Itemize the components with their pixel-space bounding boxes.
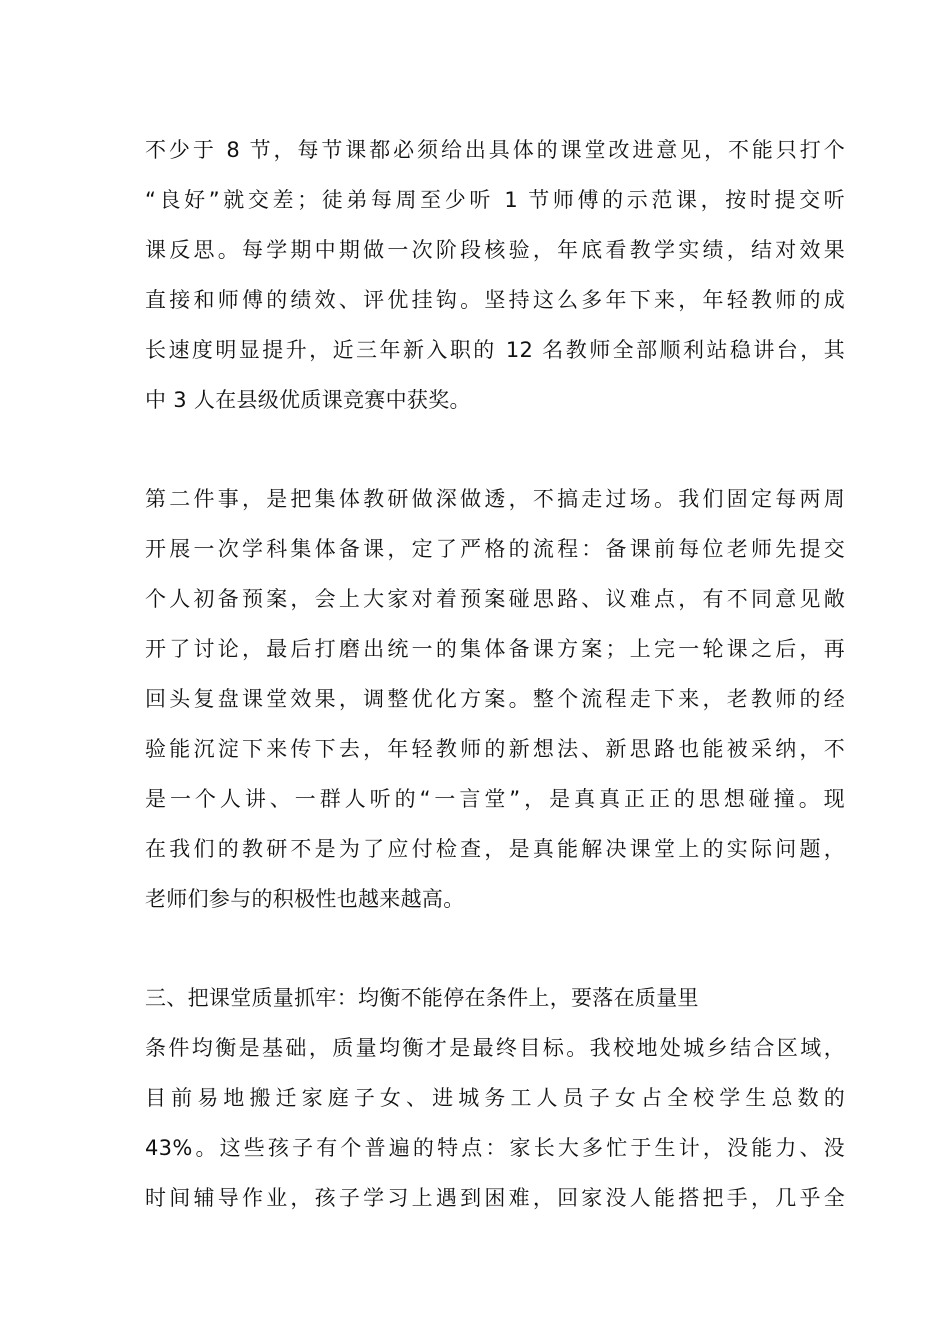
text-line: 43%。这些孩子有个普遍的特点：家长大多忙于生计，没能力、没 [145, 1136, 845, 1160]
text-line: 长速度明显提升，近三年新入职的 12 名教师全部顺利站稳讲台，其 [145, 338, 845, 362]
text-line: 时间辅导作业，孩子学习上遇到困难，回家没人能搭把手，几乎全 [145, 1186, 845, 1210]
text-line: 开了讨论，最后打磨出统一的集体备课方案；上完一轮课之后，再 [145, 637, 845, 661]
text-line: 老师们参与的积极性也越来越高。 [145, 887, 465, 911]
text-line: 课反思。每学期中期做一次阶段核验，年底看教学实绩，结对效果 [145, 238, 845, 262]
text-line: 验能沉淀下来传下去，年轻教师的新想法、新思路也能被采纳，不 [145, 737, 845, 761]
text-line: 开展一次学科集体备课，定了严格的流程：备课前每位老师先提交 [145, 537, 845, 561]
text-line: 中 3 人在县级优质课竞赛中获奖。 [145, 388, 471, 412]
text-line: 在我们的教研不是为了应付检查，是真能解决课堂上的实际问题， [145, 837, 845, 861]
text-line: “良好”就交差；徒弟每周至少听 1 节师傅的示范课，按时提交听 [145, 188, 845, 212]
text-line: 条件均衡是基础，质量均衡才是最终目标。我校地处城乡结合区域， [145, 1036, 845, 1060]
text-line: 个人初备预案，会上大家对着预案碰思路、议难点，有不同意见敞 [145, 587, 845, 611]
text-line: 不少于 8 节，每节课都必须给出具体的课堂改进意见，不能只打个 [145, 138, 845, 162]
text-line: 目前易地搬迁家庭子女、进城务工人员子女占全校学生总数的 [145, 1086, 845, 1110]
text-line: 第二件事，是把集体教研做深做透，不搞走过场。我们固定每两周 [145, 487, 845, 511]
text-line: 回头复盘课堂效果，调整优化方案。整个流程走下来，老教师的经 [145, 687, 845, 711]
section-heading: 三、把课堂质量抓牢：均衡不能停在条件上，要落在质量里 [145, 986, 699, 1010]
text-line: 直接和师傅的绩效、评优挂钩。坚持这么多年下来，年轻教师的成 [145, 288, 845, 312]
text-line: 是一个人讲、一群人听的“一言堂”，是真真正正的思想碰撞。现 [145, 787, 845, 811]
